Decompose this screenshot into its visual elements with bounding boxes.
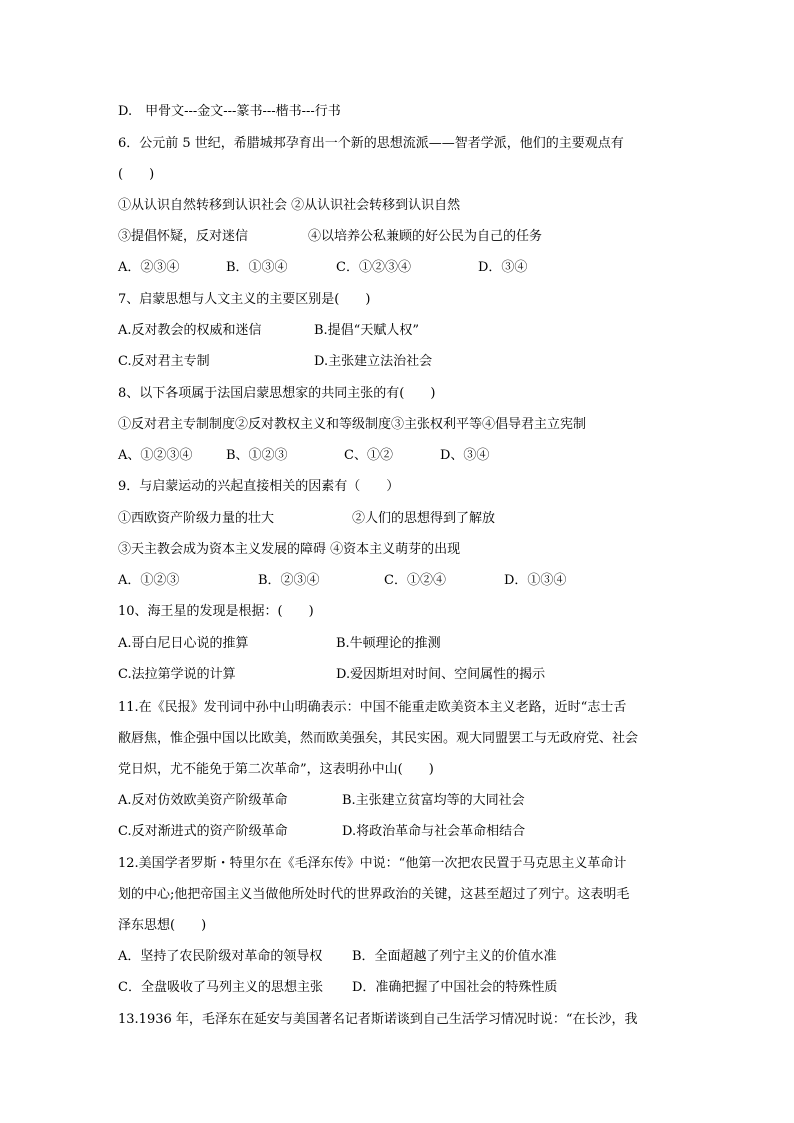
q6-stem-line-2: ( ) bbox=[118, 167, 155, 182]
q7-option-c: C.反对君主专制 bbox=[118, 354, 210, 369]
q10-option-a: A.哥白尼日心说的推算 bbox=[118, 636, 249, 651]
q12-stem-line-2: 划的中心;他把帝国主义当做他所处时代的世界政治的关键，这甚至超过了列宁。这表明毛 bbox=[118, 887, 630, 902]
q11-option-d: D.将政治革命与社会革命相结合 bbox=[342, 824, 526, 839]
q10-option-c: C.法拉第学说的计算 bbox=[118, 667, 236, 682]
q10-option-b: B.牛顿理论的推测 bbox=[336, 636, 441, 651]
q7-option-a: A.反对教会的权威和迷信 bbox=[118, 323, 262, 338]
q6-option-c: C．①②③④ bbox=[336, 260, 411, 275]
q12-option-a: A．坚持了农民阶级对革命的领导权 bbox=[118, 949, 323, 964]
q8-option-b: B、①②③ bbox=[226, 448, 288, 463]
q9-item-2: ②人们的思想得到了解放 bbox=[352, 511, 496, 526]
q6-option-b: B．①③④ bbox=[226, 260, 288, 275]
q12-stem-line-1: 12.美国学者罗斯・特里尔在《毛泽东传》中说：“他第一次把农民置于马克思主义革命计 bbox=[118, 856, 627, 871]
q6-option-a: A．②③④ bbox=[118, 260, 180, 275]
q6-stem-line-1: 6．公元前 5 世纪，希腊城邦孕育出一个新的思想流派——智者学派，他们的主要观点有 bbox=[118, 136, 624, 151]
q9-item-1: ①西欧资产阶级力量的壮大 bbox=[118, 511, 275, 526]
q6-option-d: D．③④ bbox=[478, 260, 528, 275]
q8-stem: 8、以下各项属于法国启蒙思想家的共同主张的有( ) bbox=[118, 386, 436, 401]
q8-option-a: A、①②③④ bbox=[118, 448, 193, 463]
q8-option-d: D、③④ bbox=[440, 448, 490, 463]
q5-option-d: D. 甲骨文---金文---篆书---楷书---行书 bbox=[118, 104, 341, 119]
q12-option-b: B．全面超越了列宁主义的价值水准 bbox=[352, 949, 557, 964]
q11-option-a: A.反对仿效欧美资产阶级革命 bbox=[118, 793, 288, 808]
q12-option-d: D．准确把握了中国社会的特殊性质 bbox=[352, 980, 558, 995]
q10-option-d: D.爱因斯坦对时间、空间属性的揭示 bbox=[336, 667, 546, 682]
q6-item-3: ③提倡怀疑，反对迷信 bbox=[118, 229, 249, 244]
q11-option-b: B.主张建立贫富均等的大同社会 bbox=[342, 793, 525, 808]
q12-stem-line-3: 泽东思想( ) bbox=[118, 918, 207, 933]
q12-option-c: C．全盘吸收了马列主义的思想主张 bbox=[118, 980, 323, 995]
q7-option-b: B.提倡“天赋人权” bbox=[314, 323, 419, 338]
q11-stem-line-3: 党日炽，尤不能免于第二次革命”，这表明孙中山( ) bbox=[118, 762, 434, 777]
q8-option-c: C、①② bbox=[344, 448, 393, 463]
q7-option-d: D.主张建立法治社会 bbox=[314, 354, 433, 369]
q13-stem-line-1: 13.1936 年，毛泽东在延安与美国著名记者斯诺谈到自己生活学习情况时说：“在长沙，我 bbox=[118, 1012, 638, 1027]
q11-option-c: C.反对渐进式的资产阶级革命 bbox=[118, 824, 288, 839]
q11-stem-line-2: 敝唇焦，惟企强中国以比欧美，然而欧美强矣，其民实困。观大同盟罢工与无政府党、社会 bbox=[118, 731, 639, 746]
q6-item-4: ④以培养公私兼顾的好公民为自己的任务 bbox=[308, 229, 543, 244]
q8-items: ①反对君主专制制度②反对教权主义和等级制度③主张权利平等④倡导君主立宪制 bbox=[118, 417, 587, 432]
q10-stem: 10、海王星的发现是根据：( ) bbox=[118, 604, 314, 619]
q6-items-1-2: ①从认识自然转移到认识社会 ②从认识社会转移到认识自然 bbox=[118, 198, 461, 213]
q7-stem: 7、启蒙思想与人文主义的主要区别是( ) bbox=[118, 292, 371, 307]
q11-stem-line-1: 11.在《民报》发刊词中孙中山明确表示：中国不能重走欧美资本主义老路，近时“志士舌 bbox=[118, 700, 627, 715]
q9-items-row-2: ③天主教会成为资本主义发展的障碍 ④资本主义萌芽的出现 bbox=[118, 542, 461, 557]
q9-option-c: C．①②④ bbox=[384, 573, 446, 588]
q9-option-a: A．①②③ bbox=[118, 573, 180, 588]
q9-stem: 9．与启蒙运动的兴起直接相关的因素有（ ） bbox=[118, 479, 400, 494]
q9-option-b: B．②③④ bbox=[258, 573, 320, 588]
q9-option-d: D．①③④ bbox=[504, 573, 567, 588]
